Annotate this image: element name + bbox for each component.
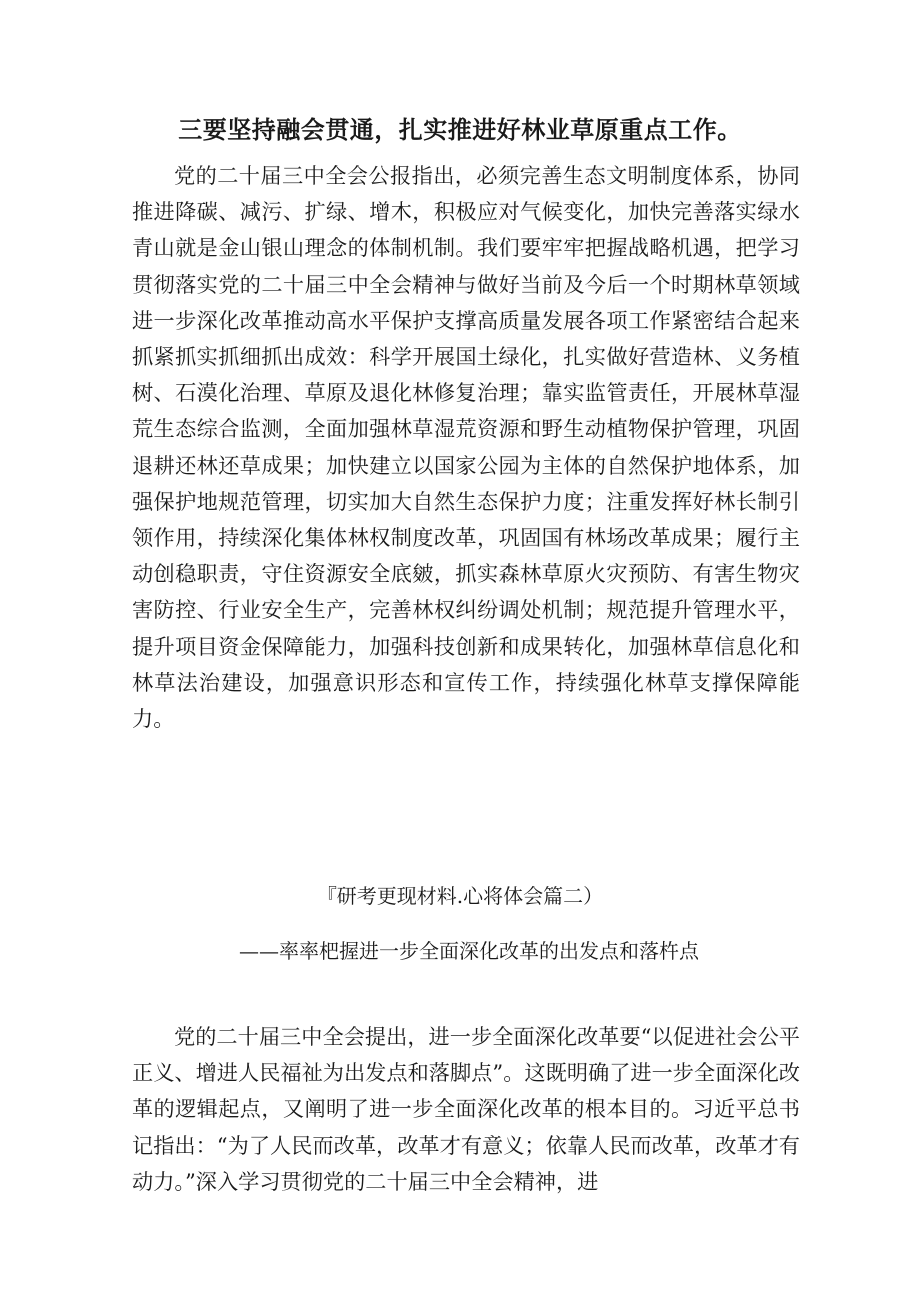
body-paragraph-2: 党的二十届三中全会提出，进一步全面深化改革要“以促进社会公平正义、增进人民福祉为出发点和落脚点”。这既明确了进一步全面深化改革的逻辑起点，又阐明了进一步全面深化改革的根本目的。习近平总书记指出：“为了人民而改革，改革才有意义；依靠人民而改革，改革才有动力。”深入学习贯彻党的二十届三中全会精神，进 [132, 1024, 800, 1194]
article-title: 『研考更现材料.心将体会篇二） [316, 884, 604, 908]
article-subtitle: ——率率杷握进一步全面深化改革的出发点和落杵点 [239, 939, 699, 963]
body-paragraph-1: 党的二十届三中全会公报指出，必须完善生态文明制度体系，协同推进降碳、减污、扩绿、增木，积极应对气候变化，加快完善落实绿水青山就是金山银山理念的体制机制。我们要牢牢把握战略机遇，把学习贯彻落实党的二十届三中全会精神与做好当前及今后一个时期林草领域进一步深化改革推动高水平保护支撑高质量发展各项工作紧密结合起来抓紧抓实抓细抓出成效：科学开展国土绿化，扎实做好营造林、义务植树、石漠化治理、草原及退化林修复治理；靠实监管责任，开展林草湿荒生态综合监测，全面加强林草湿荒资源和野生动植物保护管理，巩固退耕还林还草成果；加快建立以国家公园为主体的自然保护地体系，加强保护地规范管理，切实加大自然生态保护力度；注重发挥好林长制引领作用，持续深化集体林权制度改革，巩固国有林场改革成果；履行主动创稳职责，守住资源安全底皴，抓实森林草原火灾预防、有害生物灾害防控、行业安全生产，完善林权纠纷调处机制；规范提升管理水平，提升项目资金保障能力，加强科技创新和成果转化，加强林草信息化和林草法治建设，加强意识形态和宣传工作，持续强化林草支撑保障能力。 [132, 163, 800, 732]
section-heading: 三要坚持融会贯通，扎实推进好林业草原重点工作。 [178, 116, 742, 144]
